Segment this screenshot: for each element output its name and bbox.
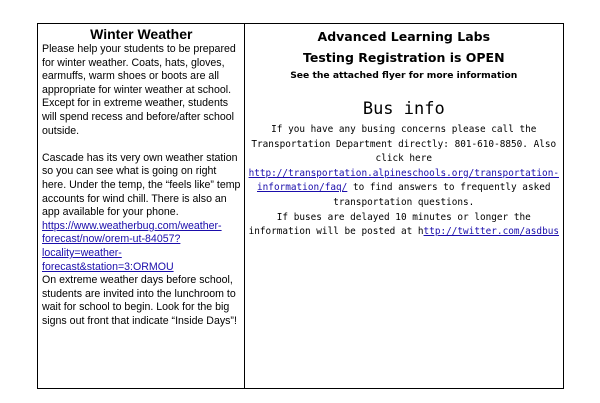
transportation-faq-link[interactable]: http://transportation.alpineschools.org/transportation-information/faq/ [248,167,559,194]
advanced-learning-labs-heading: Advanced Learning Labs [317,29,491,44]
bus-info-paragraph-1 [249,123,559,211]
weatherbug-link[interactable]: https://www.weatherbug.com/weather-forecast/now/orem-ut-84057?locality=weather-forecast&station=3:ORMOU [42,219,222,273]
bus-info-text-1: If you have any busing concerns please call the Transportation Department directly: 801-610-8850. Also click here [251,124,557,165]
winter-weather-section [38,24,245,388]
paragraph-gap [42,138,241,152]
twitter-link[interactable]: ttp://twitter.com/asdbus [423,226,560,238]
weather-station-text: Cascade has its very own weather station so you can see what is going on right here. Under the temp, the “feels like” temp accounts for wind chill. There is also an app available for your phone. [42,151,241,219]
bus-info-text-3: If buses are delayed 10 minutes or longer the information will be posted at [248,211,531,238]
weather-station-paragraph [42,152,241,274]
winter-weather-title: Winter Weather [90,26,193,42]
bus-info-paragraph-2 [249,211,559,240]
twitter-prefix-text: h [417,226,424,238]
flyer-subheading: See the attached flyer for more information [290,70,518,81]
registration-bus-section [245,24,563,388]
winter-weather-paragraph-1: Please help your students to be prepared for winter weather. Coats, hats, gloves, earmuffs, warm shoes or boots are all appropriate for winter weather at school. Except for in extreme weather, students will spend recess and before/after school outside. [42,43,236,137]
newsletter-table [37,23,564,389]
inside-days-paragraph: On extreme weather days before school, students are invited into the lunchroom to wait for school to begin. Look for the big signs out front that indicate “Inside Days”! [42,274,237,327]
bus-info-body [249,123,559,240]
winter-weather-body [42,43,241,328]
bus-info-text-2: to find answers to frequently asked transportation questions. [333,182,551,208]
bus-info-title: Bus info [362,99,445,119]
testing-registration-heading: Testing Registration is OPEN [303,50,505,65]
